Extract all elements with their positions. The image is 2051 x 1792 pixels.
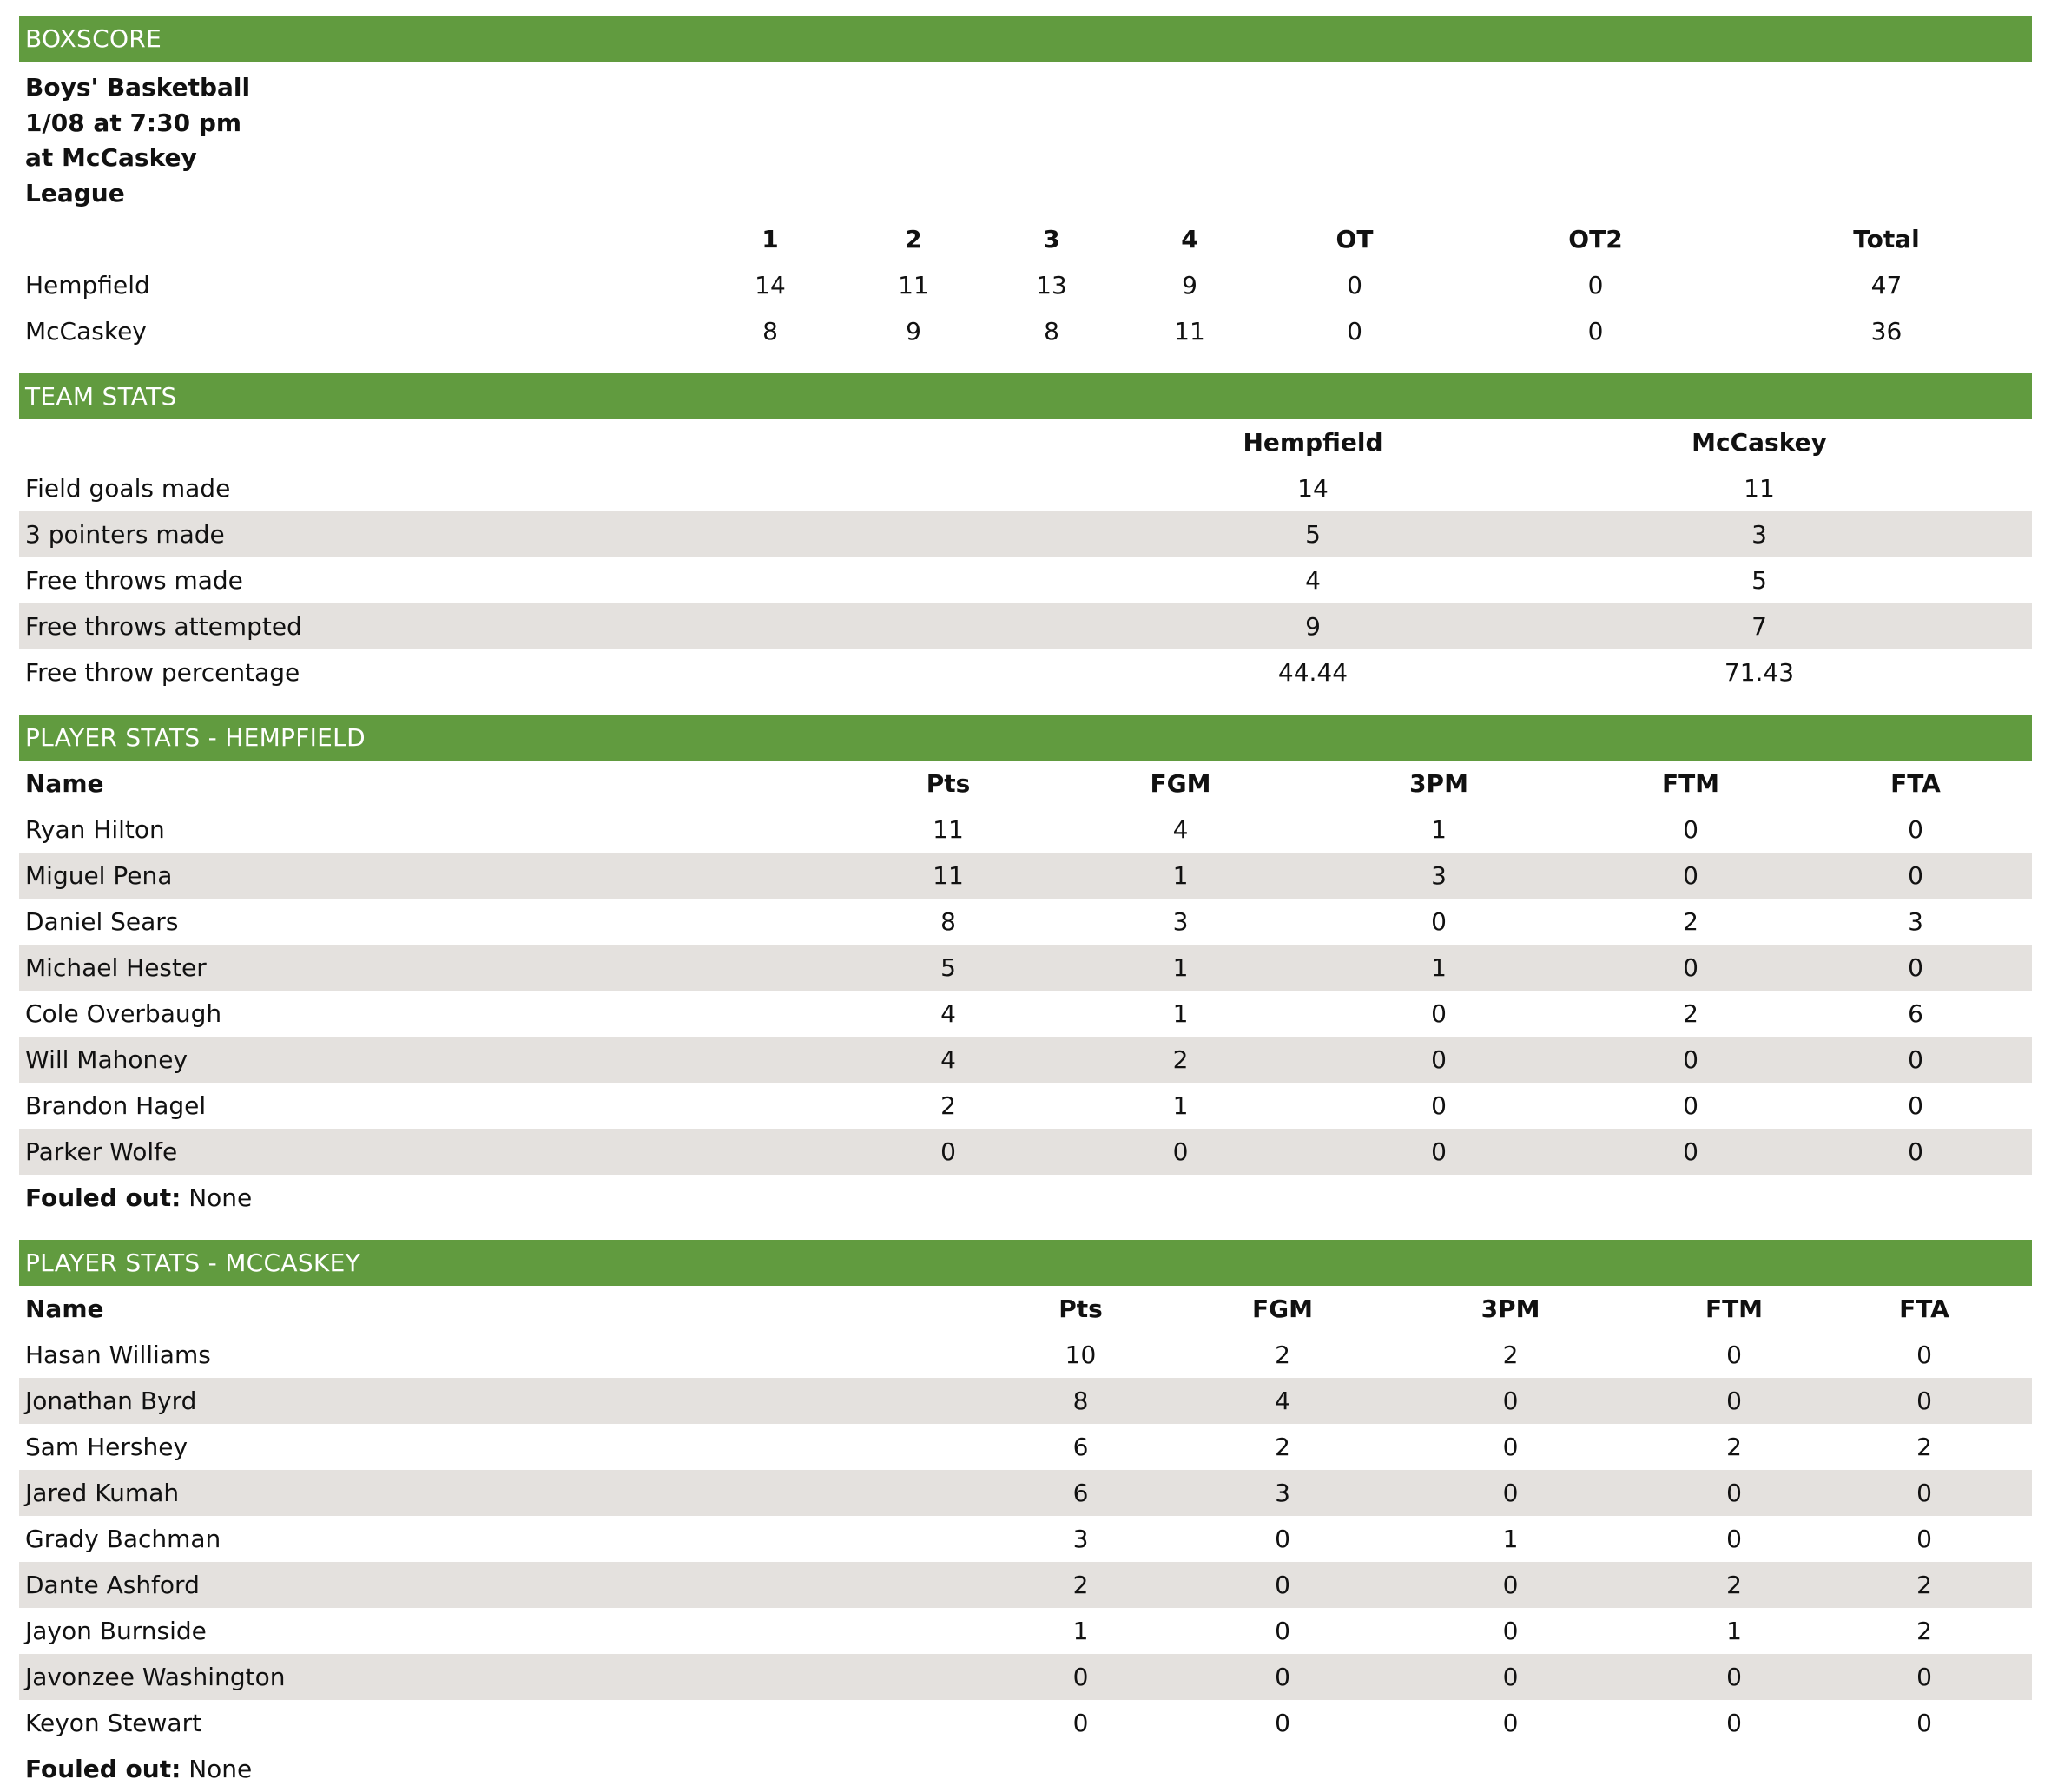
- player-row: [19, 991, 2032, 1037]
- player-stat: 1: [1296, 945, 1582, 991]
- player-stat: 0: [1916, 1525, 1932, 1553]
- team-name: Hempfield: [25, 271, 150, 300]
- player-stat: 2: [966, 1562, 1196, 1608]
- player-row: [19, 1516, 2032, 1562]
- player-stat: 0: [1431, 999, 1447, 1028]
- player-stat: 2: [1916, 1433, 1932, 1461]
- player-stat: 2: [1275, 1433, 1290, 1461]
- hempfield-player-stats-table: [19, 761, 2032, 1175]
- stat-value: 4: [1305, 566, 1321, 595]
- player-stat: 0: [1582, 1037, 1799, 1083]
- player-name: Jared Kumah: [19, 1470, 966, 1516]
- player-name: Daniel Sears: [25, 907, 179, 936]
- period-score: 14: [755, 271, 786, 300]
- player-row: [19, 807, 2032, 853]
- mccaskey-player-stats-header: PLAYER STATS - MCCASKEY: [19, 1240, 2032, 1286]
- player-stat: 8: [940, 907, 956, 936]
- player-stat: 2: [1916, 1617, 1932, 1645]
- period-score: 13: [1036, 271, 1067, 300]
- player-stat: 3: [1072, 1525, 1089, 1553]
- stat-value: 5: [1139, 511, 1487, 557]
- mccaskey-player-stats-table: [19, 1286, 2032, 1746]
- player-stat: 6: [966, 1470, 1196, 1516]
- 3pm-column-header: 3PM: [1409, 769, 1468, 798]
- period-score: 9: [906, 317, 921, 346]
- ftm-column-header: FTM: [1661, 769, 1720, 798]
- period-score: 0: [1347, 271, 1362, 300]
- player-stat: 2: [1065, 1037, 1296, 1083]
- player-stat: 5: [831, 945, 1065, 991]
- player-stat: 0: [1817, 1470, 2032, 1516]
- team-stats-header: TEAM STATS: [19, 373, 2032, 419]
- stat-value: 14: [1297, 474, 1329, 503]
- player-stat: 1: [1172, 1091, 1189, 1120]
- player-name: Will Mahoney: [19, 1037, 831, 1083]
- player-stat: 4: [1196, 1378, 1369, 1424]
- team-stats-header-row: [19, 419, 2032, 465]
- player-name: Dante Ashford: [19, 1562, 966, 1608]
- 3pm-column-header: 3PM: [1481, 1295, 1540, 1323]
- player-stat: 0: [1726, 1341, 1742, 1369]
- player-stat: 0: [1582, 853, 1799, 899]
- player-stat: 2: [1683, 907, 1698, 936]
- player-stat: 1: [1172, 999, 1189, 1028]
- team-name: McCaskey: [25, 317, 147, 346]
- stat-label: Free throws made: [25, 566, 243, 595]
- player-stat: 0: [1196, 1654, 1369, 1700]
- fgm-column-header: FGM: [1150, 769, 1211, 798]
- fgm-column-header: FGM: [1252, 1295, 1313, 1323]
- game-datetime: 1/08 at 7:30 pm: [25, 108, 242, 137]
- fouled-out-value: None: [188, 1183, 253, 1212]
- player-stat: 4: [940, 999, 956, 1028]
- player-stat: 0: [1275, 1617, 1290, 1645]
- player-stat: 2: [1275, 1341, 1290, 1369]
- team-stat-row: [19, 557, 2032, 603]
- player-stat: 8: [966, 1378, 1196, 1424]
- fouled-out-label: Fouled out:: [25, 1755, 181, 1783]
- player-stat: 0: [1502, 1709, 1519, 1737]
- player-stat: 0: [1582, 1129, 1799, 1175]
- player-stat: 0: [1683, 1091, 1698, 1120]
- period-score: 0: [1587, 317, 1604, 346]
- stat-value: 5: [1751, 566, 1767, 595]
- pts-column-header: Pts: [1058, 1295, 1103, 1323]
- player-stat: 3: [1196, 1470, 1369, 1516]
- stat-value: 7: [1487, 603, 2032, 649]
- player-stat: 4: [1172, 815, 1189, 844]
- player-stat: 0: [1817, 1654, 2032, 1700]
- player-name: Cole Overbaugh: [25, 999, 222, 1028]
- player-name: Javonzee Washington: [19, 1654, 966, 1700]
- period-score: 9: [1182, 271, 1197, 300]
- total-score: 36: [1870, 317, 1903, 346]
- player-stat: 1: [1072, 1617, 1089, 1645]
- player-row: [19, 1378, 2032, 1424]
- team-stat-row: [19, 603, 2032, 649]
- player-stat: 0: [1683, 815, 1698, 844]
- player-stat: 0: [1817, 1378, 2032, 1424]
- player-stat: 0: [1369, 1378, 1652, 1424]
- player-stat: 1: [1431, 815, 1447, 844]
- player-stat: 6: [1072, 1433, 1089, 1461]
- score-header-row: [19, 216, 2032, 262]
- period-header: OT2: [1568, 225, 1623, 254]
- player-stat: 4: [831, 1037, 1065, 1083]
- player-stat: 0: [1369, 1654, 1652, 1700]
- player-stat: 2: [1726, 1433, 1742, 1461]
- player-stat: 11: [831, 853, 1065, 899]
- player-name: Jonathan Byrd: [19, 1378, 966, 1424]
- player-row: [19, 1037, 2032, 1083]
- stat-label: Free throws attempted: [19, 603, 1139, 649]
- player-stat: 3: [1172, 907, 1189, 936]
- player-stat: 0: [1369, 1562, 1652, 1608]
- player-stat: 11: [933, 815, 964, 844]
- player-name: Parker Wolfe: [19, 1129, 831, 1175]
- player-name: Grady Bachman: [25, 1525, 221, 1553]
- player-stats-header-row: [19, 1286, 2032, 1332]
- score-row: [19, 262, 2032, 308]
- player-stat: 0: [1908, 815, 1923, 844]
- period-score: 0: [1347, 317, 1362, 346]
- team-column-header: McCaskey: [1692, 428, 1827, 457]
- total-score: 47: [1870, 271, 1903, 300]
- player-stat: 2: [1502, 1341, 1519, 1369]
- player-name: Keyon Stewart: [25, 1709, 202, 1737]
- player-name: Brandon Hagel: [25, 1091, 207, 1120]
- stat-value: 11: [1744, 474, 1775, 503]
- stat-value: 44.44: [1277, 658, 1349, 687]
- score-row: [19, 308, 2032, 354]
- player-stat: 0: [1799, 1037, 2032, 1083]
- player-row: [19, 899, 2032, 945]
- game-location: at McCaskey: [25, 143, 197, 172]
- player-stat: 2: [1817, 1562, 2032, 1608]
- player-row: [19, 945, 2032, 991]
- score-by-period-table: [19, 216, 2032, 354]
- player-stats-header-row: [19, 761, 2032, 807]
- player-row: [19, 1083, 2032, 1129]
- player-stat: 0: [1275, 1709, 1290, 1737]
- team-stat-row: [19, 511, 2032, 557]
- player-stat: 0: [831, 1129, 1065, 1175]
- player-row: [19, 1700, 2032, 1746]
- fouled-out-label: Fouled out:: [25, 1183, 181, 1212]
- stat-value: 9: [1139, 603, 1487, 649]
- player-stat: 2: [940, 1091, 956, 1120]
- player-stat: 1: [1065, 853, 1296, 899]
- player-stat: 0: [1431, 1091, 1447, 1120]
- period-header: OT: [1335, 225, 1374, 254]
- name-column-header: Name: [25, 1295, 104, 1323]
- player-stat: 0: [1072, 1709, 1089, 1737]
- period-header: 1: [762, 225, 779, 254]
- period-score: 8: [1044, 317, 1059, 346]
- player-stat: 0: [1369, 1470, 1652, 1516]
- player-name: Sam Hershey: [25, 1433, 188, 1461]
- total-header: Total: [1853, 225, 1920, 254]
- stat-value: 71.43: [1724, 658, 1795, 687]
- player-stat: 6: [1908, 999, 1923, 1028]
- hempfield-fouled-out: [19, 1175, 2032, 1221]
- player-stat: 0: [1296, 1037, 1582, 1083]
- player-name: Michael Hester: [19, 945, 831, 991]
- player-stat: 0: [966, 1654, 1196, 1700]
- team-stats-table: [19, 419, 2032, 695]
- player-stat: 0: [1799, 1129, 2032, 1175]
- period-score: 8: [762, 317, 778, 346]
- fouled-out-value: None: [188, 1755, 253, 1783]
- player-row: [19, 1562, 2032, 1608]
- game-info: [19, 62, 2032, 216]
- player-row: [19, 1470, 2032, 1516]
- player-stat: 0: [1916, 1709, 1932, 1737]
- player-name: Ryan Hilton: [25, 815, 165, 844]
- player-row: [19, 1129, 2032, 1175]
- pts-column-header: Pts: [926, 769, 971, 798]
- fta-column-header: FTA: [1899, 1295, 1949, 1323]
- stat-label: Free throw percentage: [25, 658, 300, 687]
- mccaskey-fouled-out: [19, 1746, 2032, 1792]
- player-stat: 1: [1726, 1617, 1742, 1645]
- player-row: [19, 1608, 2032, 1654]
- player-row: [19, 1424, 2032, 1470]
- player-stat: 10: [1065, 1341, 1097, 1369]
- player-stat: 0: [1799, 945, 2032, 991]
- fta-column-header: FTA: [1890, 769, 1941, 798]
- name-column-header: Name: [25, 769, 104, 798]
- player-stat: 0: [1296, 1129, 1582, 1175]
- player-row: [19, 1654, 2032, 1700]
- player-stat: 1: [1502, 1525, 1519, 1553]
- player-stat: 0: [1799, 853, 2032, 899]
- player-stat: 0: [1916, 1341, 1932, 1369]
- player-row: [19, 1332, 2032, 1378]
- player-stat: 2: [1652, 1562, 1817, 1608]
- game-type: League: [25, 178, 125, 208]
- player-stat: 0: [1502, 1617, 1519, 1645]
- player-stat: 3: [1296, 853, 1582, 899]
- period-header: 2: [905, 225, 922, 254]
- period-score: 0: [1587, 271, 1604, 300]
- player-stat: 0: [1652, 1378, 1817, 1424]
- game-sport: Boys' Basketball: [25, 73, 251, 102]
- player-stat: 2: [1683, 999, 1698, 1028]
- player-row: [19, 853, 2032, 899]
- stat-value: 3: [1487, 511, 2032, 557]
- boxscore-header: BOXSCORE: [19, 16, 2032, 62]
- period-header: 4: [1181, 225, 1198, 254]
- player-stat: 0: [1582, 945, 1799, 991]
- player-name: Jayon Burnside: [25, 1617, 207, 1645]
- stat-label: Field goals made: [25, 474, 231, 503]
- period-header: 3: [1043, 225, 1060, 254]
- stat-label: 3 pointers made: [19, 511, 1139, 557]
- player-stat: 0: [1726, 1709, 1742, 1737]
- player-stat: 0: [1065, 1129, 1296, 1175]
- player-stat: 0: [1502, 1433, 1519, 1461]
- hempfield-player-stats-header: PLAYER STATS - HEMPFIELD: [19, 715, 2032, 761]
- period-score: 11: [1174, 317, 1205, 346]
- player-stat: 0: [1196, 1562, 1369, 1608]
- team-stat-row: [19, 649, 2032, 695]
- player-name: Miguel Pena: [19, 853, 831, 899]
- boxscore-page: [19, 16, 2032, 1792]
- player-stat: 0: [1652, 1654, 1817, 1700]
- player-stat: 0: [1726, 1525, 1742, 1553]
- period-score: 11: [898, 271, 929, 300]
- player-stat: 0: [1908, 1091, 1923, 1120]
- team-column-header: Hempfield: [1243, 428, 1383, 457]
- player-stat: 3: [1908, 907, 1923, 936]
- team-stat-row: [19, 465, 2032, 511]
- player-name: Hasan Williams: [25, 1341, 211, 1369]
- player-stat: 1: [1065, 945, 1296, 991]
- player-stat: 0: [1652, 1470, 1817, 1516]
- player-stat: 0: [1275, 1525, 1290, 1553]
- ftm-column-header: FTM: [1705, 1295, 1764, 1323]
- player-stat: 0: [1431, 907, 1447, 936]
